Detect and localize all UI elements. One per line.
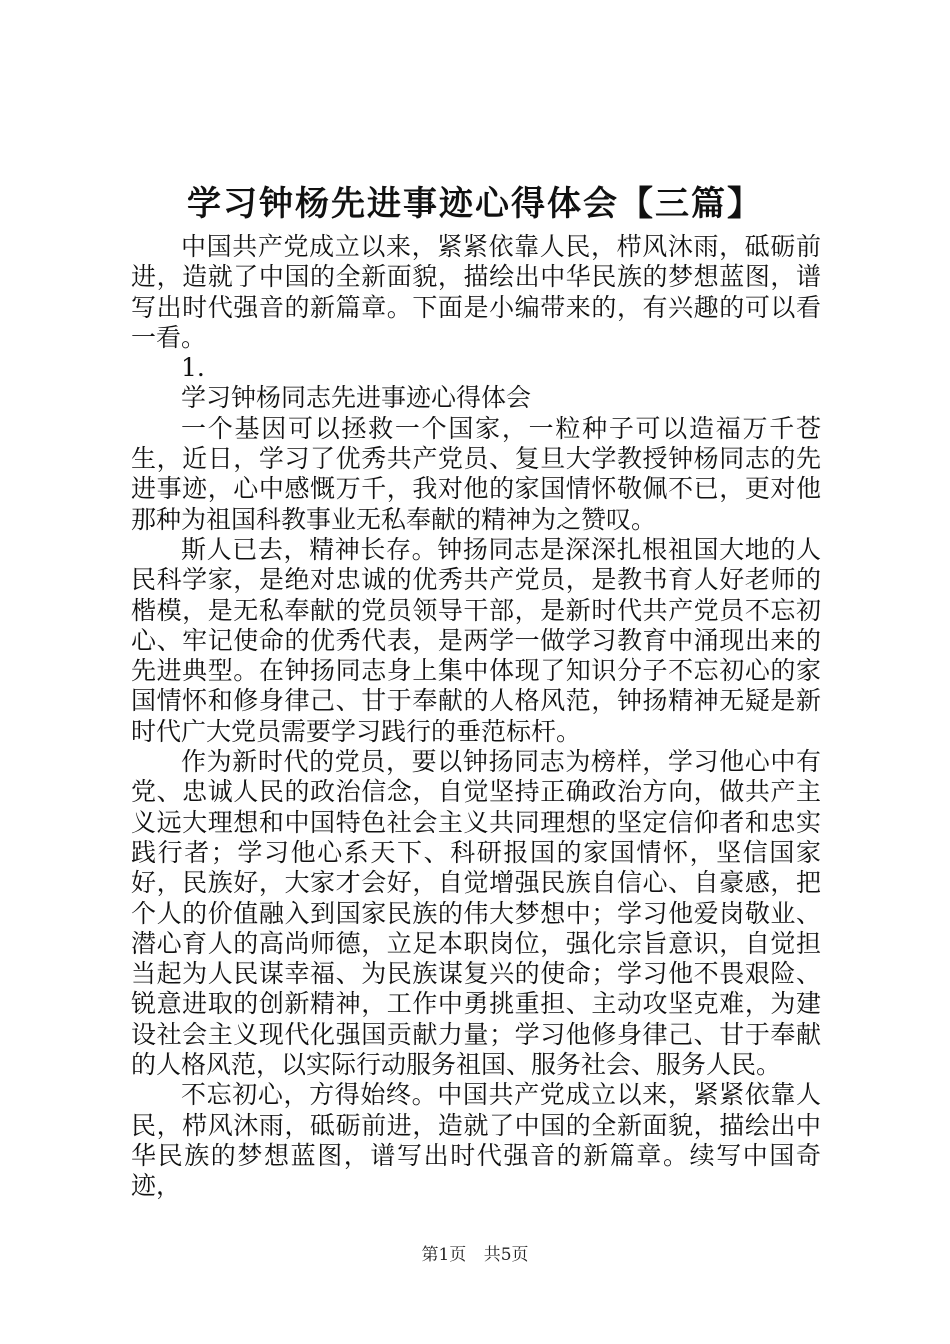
section-heading: 学习钟杨同志先进事迹心得体会 [181,383,532,413]
body-paragraph: 作为新时代的党员，要以钟扬同志为榜样，学习他心中有党、忠诚人民的政治信念，自觉坚持正确政治方向，做共产主义远大理想和中国特色社会主义共同理想的坚定信仰者和忠实践行者；学习他心系天下、科研报国的家国情怀，坚信国家好，民族好，大家才会好，自觉增强民族自信心、自豪感，把个人的价值融入到国家民族的伟大梦想中；学习他爱岗敬业、潜心育人的高尚师德，立足本职岗位，强化宗旨意识，自觉担当起为人民谋幸福、为民族谋复兴的使命；学习他不畏艰险、锐意进取的创新精神，工作中勇挑重担、主动攻坚克难，为建设社会主义现代化强国贡献力量；学习他修身律己、甘于奉献的人格风范，以实际行动服务祖国、服务社会、服务人民。 [131,747,821,1080]
page-total: 共5页 [483,1245,529,1265]
document-title: 学习钟杨先进事迹心得体会【三篇】 [187,184,763,224]
page-footer [0,1244,950,1266]
page-number: 第1页 [421,1245,467,1265]
document-body [131,232,821,1202]
body-paragraph: 一个基因可以拯救一个国家，一粒种子可以造福万千苍生，近日，学习了优秀共产党员、复旦大学教授钟杨同志的先进事迹，心中感慨万千，我对他的家国情怀敬佩不已，更对他那种为祖国科教事业无私奉献的精神为之赞叹。 [131,413,821,534]
intro-paragraph: 中国共产党成立以来，紧紧依靠人民，栉风沐雨，砥砺前进，造就了中国的全新面貌，描绘出中华民族的梦想蓝图，谱写出时代强音的新篇章。下面是小编带来的，有兴趣的可以看一看。 [131,232,821,352]
body-paragraph: 不忘初心，方得始终。中国共产党成立以来，紧紧依靠人民，栉风沐雨，砥砺前进，造就了中国的全新面貌，描绘出中华民族的梦想蓝图，谱写出时代强音的新篇章。续写中国奇迹， [131,1080,821,1201]
body-paragraph: 斯人已去，精神长存。钟扬同志是深深扎根祖国大地的人民科学家，是绝对忠诚的优秀共产党员，是教书育人好老师的楷模，是无私奉献的党员领导干部，是新时代共产党员不忘初心、牢记使命的优秀代表，是两学一做学习教育中涌现出来的先进典型。在钟扬同志身上集中体现了知识分子不忘初心的家国情怀和修身律己、甘于奉献的人格风范，钟扬精神无疑是新时代广大党员需要学习践行的垂范标杆。 [131,534,821,746]
section-number: 1. [181,353,205,383]
